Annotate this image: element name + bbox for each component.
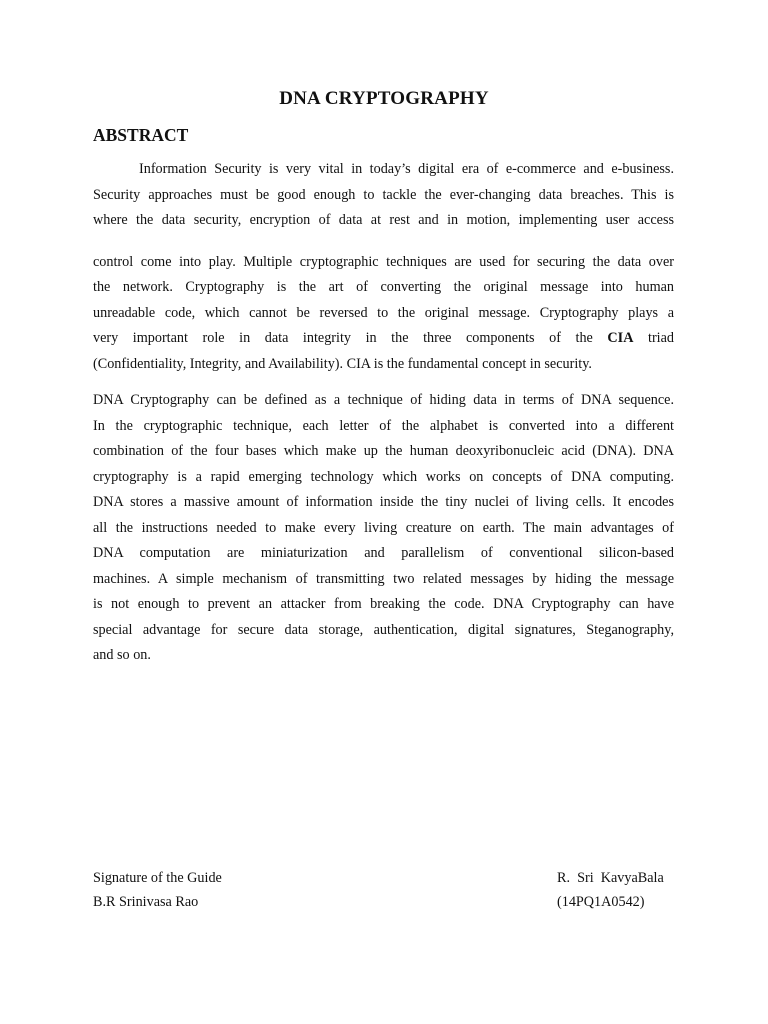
text-line: where the data security, encryption of data at rest and in motion, implementing user access [93, 212, 674, 228]
text-line: In the cryptographic technique, each letter of the alphabet is converted into a different [93, 417, 674, 434]
cia-bold-term: CIA [607, 330, 634, 346]
guide-signature-block [93, 866, 222, 914]
text-line: Security approaches must be good enough to tackle the ever-changing data breaches. This is [93, 186, 674, 203]
section-heading-abstract: ABSTRACT [93, 125, 189, 145]
text-line: (Confidentiality, Integrity, and Availability). CIA is the fundamental concept in security. [93, 355, 592, 372]
document-title: DNA CRYPTOGRAPHY [279, 88, 489, 109]
text-line: special advantage for secure data storage, authentication, digital signatures, Steganography, [93, 621, 674, 638]
text-line: combination of the four bases which make up the human deoxyribonucleic acid (DNA). DNA [93, 443, 674, 459]
text-line: unreadable code, which cannot be reversed to the original message. Cryptography plays a [93, 304, 674, 321]
guide-signature-label: Signature of the Guide [93, 870, 222, 886]
text-line: Information Security is very vital in today’s digital era of e-commerce and e-business. [139, 161, 674, 177]
text-segment: triad [648, 330, 675, 346]
text-line: DNA stores a massive amount of information inside the tiny nuclei of living cells. It encodes [93, 494, 674, 510]
text-line: is not enough to prevent an attacker from breaking the code. DNA Cryptography can have [93, 596, 674, 612]
student-signature-block [557, 866, 664, 914]
text-line: machines. A simple mechanism of transmitting two related messages by hiding the message [93, 570, 674, 587]
student-roll-number: (14PQ1A0542) [557, 894, 645, 910]
text-segment: very important role in data integrity in the three components of the [93, 330, 593, 346]
text-line: control come into play. Multiple cryptographic techniques are used for securing the data over [93, 253, 674, 270]
student-name: R. Sri KavyaBala [557, 870, 664, 886]
text-line: and so on. [93, 647, 151, 663]
text-line: DNA Cryptography can be defined as a technique of hiding data in terms of DNA sequence. [93, 392, 674, 408]
text-line: all the instructions needed to make every living creature on earth. The main advantages of [93, 519, 674, 536]
text-line-with-cia [93, 326, 674, 352]
abstract-paragraph-1 [93, 157, 674, 377]
abstract-paragraph-2 [93, 388, 674, 669]
text-line: the network. Cryptography is the art of converting the original message into human [93, 279, 674, 295]
guide-name: B.R Srinivasa Rao [93, 894, 199, 910]
text-line: DNA computation are miniaturization and parallelism of conventional silicon-based [93, 545, 674, 561]
text-line: cryptography is a rapid emerging technology which works on concepts of DNA computing. [93, 468, 674, 485]
